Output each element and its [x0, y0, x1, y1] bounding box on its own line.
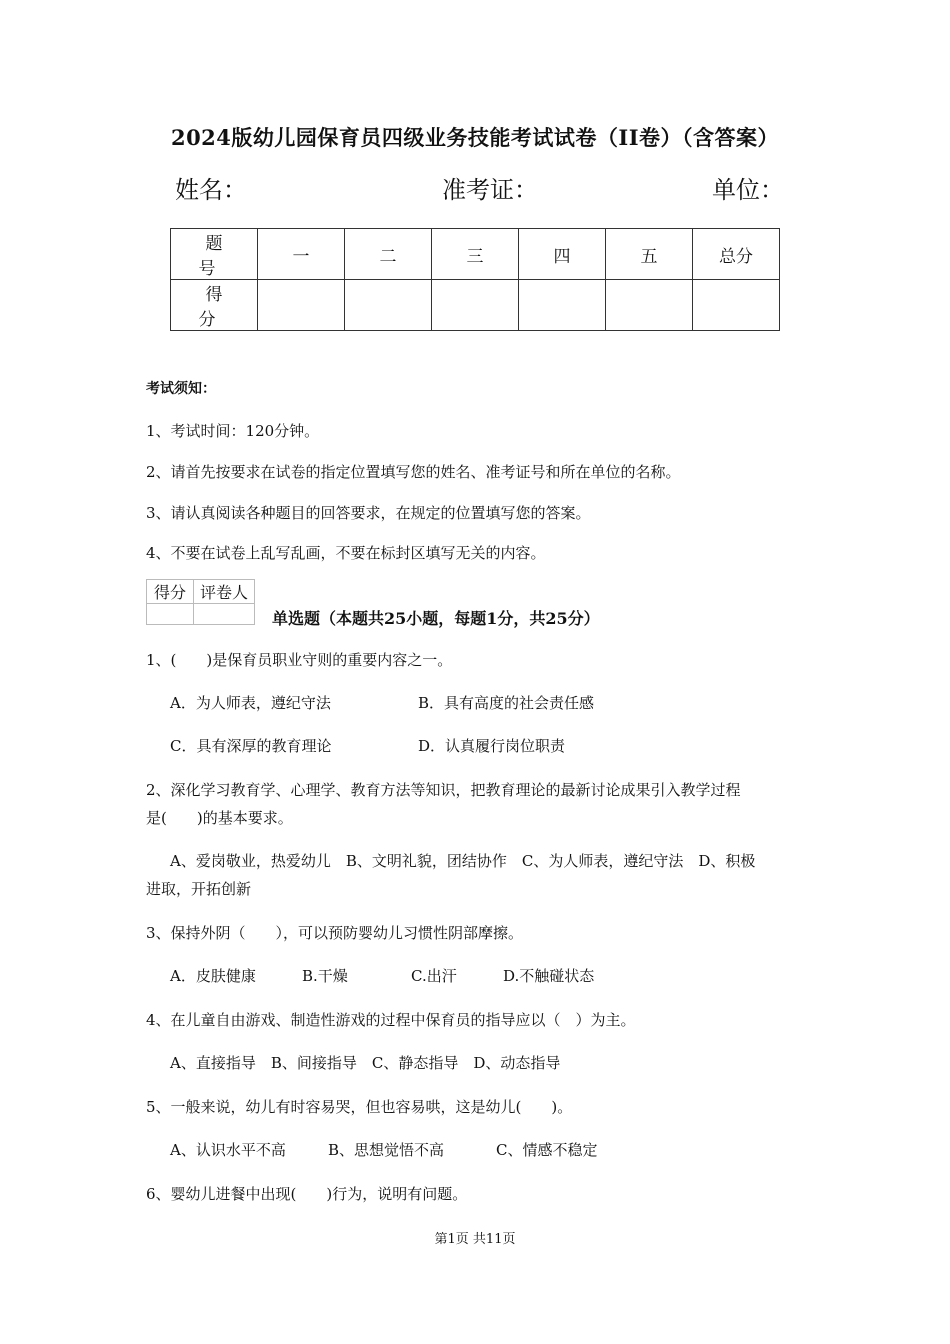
option-c: C.出汗 — [411, 967, 457, 985]
question-4-options: A、直接指导 B、间接指导 C、静态指导 D、动态指导 — [170, 1054, 561, 1072]
score-header-cell: 一 — [258, 229, 345, 280]
score-header-cell: 五 — [606, 229, 693, 280]
grader-box — [146, 579, 255, 625]
exam-title: 2024版幼儿园保育员四级业务技能考试试卷（II卷）（含答案） — [170, 125, 780, 150]
score-input-cell[interactable] — [606, 280, 693, 331]
grader-reviewer-cell[interactable] — [194, 604, 255, 625]
score-input-cell[interactable] — [345, 280, 432, 331]
exam-id-field-label: 准考证： — [442, 176, 538, 204]
page-footer: 第1页 共11页 — [434, 1232, 516, 1247]
option-a: A．皮肤健康 — [170, 967, 256, 985]
notice-item: 2、请首先按要求在试卷的指定位置填写您的姓名、准考证号和所在单位的名称。 — [146, 463, 681, 481]
score-table — [170, 228, 780, 331]
score-header-cell: 总分 — [693, 229, 780, 280]
option-d: D．认真履行岗位职责 — [418, 737, 566, 755]
question-3: 3、保持外阴（ ），可以预防婴幼儿习惯性阴部摩擦。 — [146, 924, 524, 942]
grader-score-cell[interactable] — [147, 604, 194, 625]
notice-item: 3、请认真阅读各种题目的回答要求，在规定的位置填写您的答案。 — [146, 504, 591, 522]
option-c: C．具有深厚的教育理论 — [170, 737, 332, 755]
notice-item: 1、考试时间：120分钟。 — [146, 422, 320, 440]
question-4: 4、在儿童自由游戏、制造性游戏的过程中保育员的指导应以（ ）为主。 — [146, 1011, 636, 1029]
score-input-cell[interactable] — [693, 280, 780, 331]
option-b: B．具有高度的社会责任感 — [418, 694, 595, 712]
grader-reviewer-label: 评卷人 — [194, 580, 255, 604]
score-input-cell[interactable] — [519, 280, 606, 331]
score-input-cell[interactable] — [432, 280, 519, 331]
notice-item: 4、不要在试卷上乱写乱画，不要在标封区填写无关的内容。 — [146, 544, 546, 562]
notice-heading: 考试须知： — [146, 381, 216, 397]
question-6: 6、婴幼儿进餐中出现( )行为，说明有问题。 — [146, 1185, 468, 1203]
score-header-cell: 二 — [345, 229, 432, 280]
score-table-score-row — [171, 280, 780, 331]
question-2-options-line-2: 进取，开拓创新 — [146, 880, 252, 898]
option-a: A．为人师表，遵纪守法 — [170, 694, 331, 712]
score-table-header-row — [171, 229, 780, 280]
score-header-cell: 四 — [519, 229, 606, 280]
question-5: 5、一般来说，幼儿有时容易哭，但也容易哄，这是幼儿( )。 — [146, 1098, 573, 1116]
score-row-label: 得 分 — [171, 280, 258, 331]
score-header-cell: 三 — [432, 229, 519, 280]
section-title: 单选题（本题共25小题，每题1分，共25分） — [272, 609, 600, 628]
grader-score-label: 得分 — [147, 580, 194, 604]
score-input-cell[interactable] — [258, 280, 345, 331]
option-d: D.不触碰状态 — [503, 967, 595, 985]
name-field-label: 姓名： — [175, 176, 247, 204]
option-b: B.干燥 — [302, 967, 348, 985]
question-1: 1、( )是保育员职业守则的重要内容之一。 — [146, 651, 453, 669]
score-header-cell: 题 号 — [171, 229, 258, 280]
question-2-line-2: 是( )的基本要求。 — [146, 809, 293, 827]
question-2-options-line-1: A、爱岗敬业，热爱幼儿 B、文明礼貌，团结协作 C、为人师表，遵纪守法 D、积极 — [170, 852, 756, 870]
option-c: C、情感不稳定 — [496, 1141, 598, 1159]
option-b: B、思想觉悟不高 — [328, 1141, 445, 1159]
option-a: A、认识水平不高 — [170, 1141, 286, 1159]
unit-field-label: 单位： — [712, 176, 784, 204]
question-2-line-1: 2、深化学习教育学、心理学、教育方法等知识，把教育理论的最新讨论成果引入教学过程 — [146, 781, 741, 799]
